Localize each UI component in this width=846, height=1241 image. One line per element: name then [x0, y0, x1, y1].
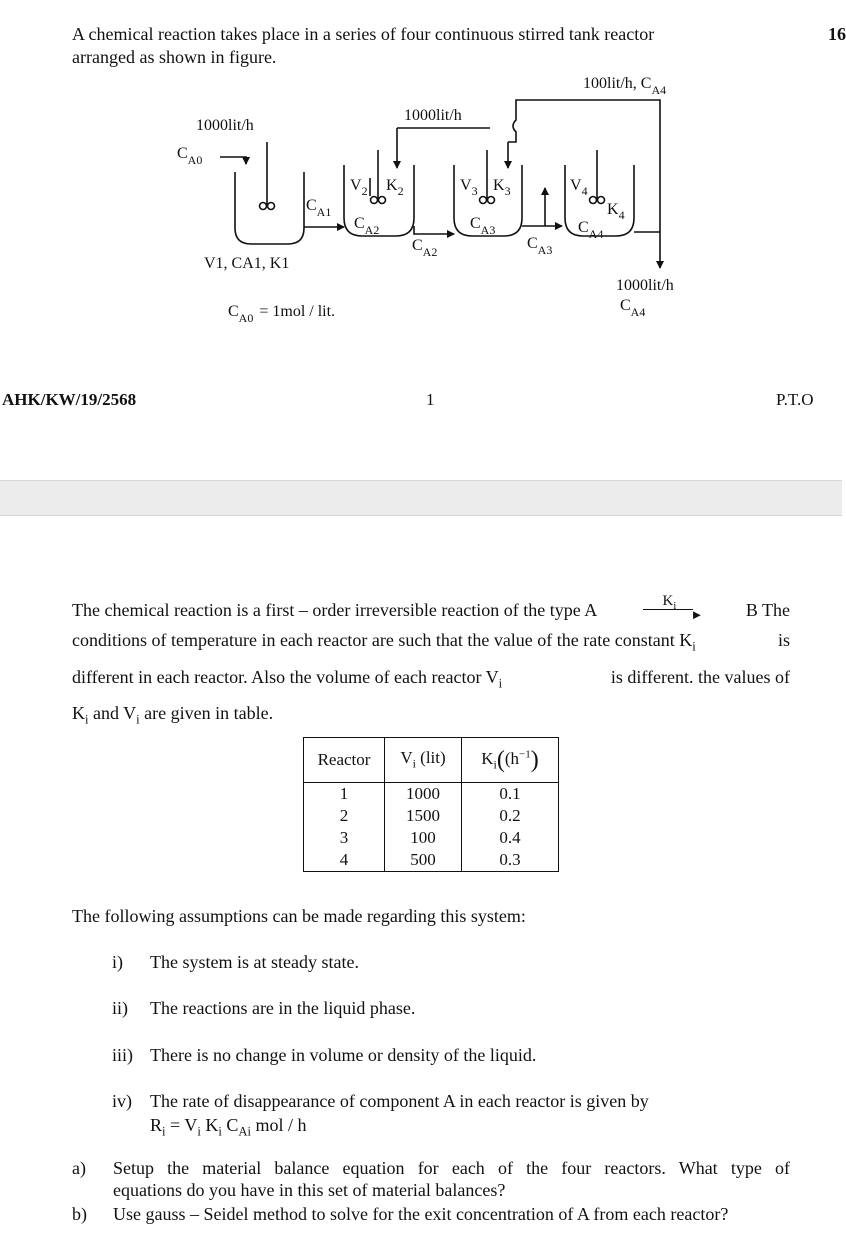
table-header-reactor: Reactor — [304, 738, 385, 783]
assumption-item: i) The system is at steady state. — [112, 952, 359, 972]
r2-c-label: $C_{A2}$ — [354, 215, 380, 237]
intro-line-2: arranged as shown in figure. — [72, 47, 277, 67]
exit-flow-label: 1000lit/h — [616, 277, 674, 294]
r3-k-label: $K_3$ — [493, 177, 511, 198]
reactor-1-vessel — [235, 172, 304, 244]
table-row: 2 1500 0.2 — [304, 805, 559, 827]
table-row: 3 100 0.4 — [304, 827, 559, 849]
footer-code: AHK/KW/19/2568 — [2, 390, 137, 409]
assumption-item: iv) The rate of disappearance of component A in each reactor is given by — [112, 1091, 649, 1111]
r3-c-label: $C_{A3}$ — [470, 215, 496, 237]
assumptions-intro: The following assumptions can be made regarding this system: — [72, 906, 526, 926]
r2-k-label: $K_2$ — [386, 177, 404, 198]
line-2-label: $C_{A2}$ — [412, 237, 438, 259]
feed-2-label: 1000lit/h — [404, 107, 462, 124]
r4-k-label: $K_4$ — [607, 201, 625, 222]
parameter-table — [303, 737, 559, 872]
rate-equation: $R_i = V_i$ $K_i$ $C_{Ai}$ mol / h — [150, 1115, 307, 1139]
reactor-4-vessel — [565, 165, 634, 236]
line-3-label: $C_{A3}$ — [527, 235, 553, 257]
question-b: b) Use gauss – Seidel method to solve for the exit concentration of A from each reactor? — [72, 1204, 729, 1224]
intro-line-1: A chemical reaction takes place in a series of four continuous stirred tank reactor — [72, 24, 655, 44]
table-header-k: $K_i((h^{-1})$ — [462, 738, 559, 783]
reaction-arrow: $K_i$ ► — [643, 595, 701, 625]
para-line-1a: The chemical reaction is a first – order irreversible reaction of the type A — [72, 600, 598, 620]
page-separator — [0, 480, 842, 516]
feed-1-label: 1000lit/h — [196, 117, 254, 134]
table-row: 1 1000 0.1 — [304, 783, 559, 806]
exit-c-label: $C_{A4}$ — [620, 297, 646, 319]
recycle-label: 100lit/h, $C_{A4}$ — [583, 75, 667, 97]
ca0-value-label: $C_{A0} = 1mol$ / lit. — [228, 303, 336, 325]
footer-pto: P.T.O — [776, 390, 814, 409]
assumption-item: ii) The reactions are in the liquid phase. — [112, 998, 416, 1018]
r4-v-label: $V_4$ — [570, 177, 588, 198]
out-1-label: $C_{A1}$ — [306, 197, 332, 219]
reaction-paragraph: The chemical reaction is a first – order irreversible reaction of the type A $K_i$ ► B The conditions of temperature in each reactor are such that the value of the rate constant $K_i$ is different in each reactor. Also the volume of each reactor $V_i$ is different. the values of $K_i$ and $V_i$ are given in table. — [72, 593, 790, 727]
question-a: a) Setup the material balance equation for each of the four reactors. What type of equations do you have in this set of material balances? — [72, 1158, 790, 1200]
page-corner-number: 16 — [828, 24, 846, 44]
r1-params-label: V1, CA1, K1 — [204, 255, 290, 272]
footer-page-number: 1 — [426, 390, 435, 409]
reactor-diagram — [0, 0, 842, 360]
table-row: 4 500 0.3 — [304, 849, 559, 872]
para-line-1b: B The — [745, 600, 790, 620]
ca0-label: $C_{A0}$ — [177, 145, 203, 167]
r2-v-label: $V_2$ — [350, 177, 368, 198]
table-header-volume: $V_i$ (lit) — [385, 738, 462, 783]
r4-c-label: $C_{A4}$ — [578, 219, 604, 241]
r3-v-label: $V_3$ — [460, 177, 478, 198]
assumption-item: iii) There is no change in volume or density of the liquid. — [112, 1045, 537, 1065]
